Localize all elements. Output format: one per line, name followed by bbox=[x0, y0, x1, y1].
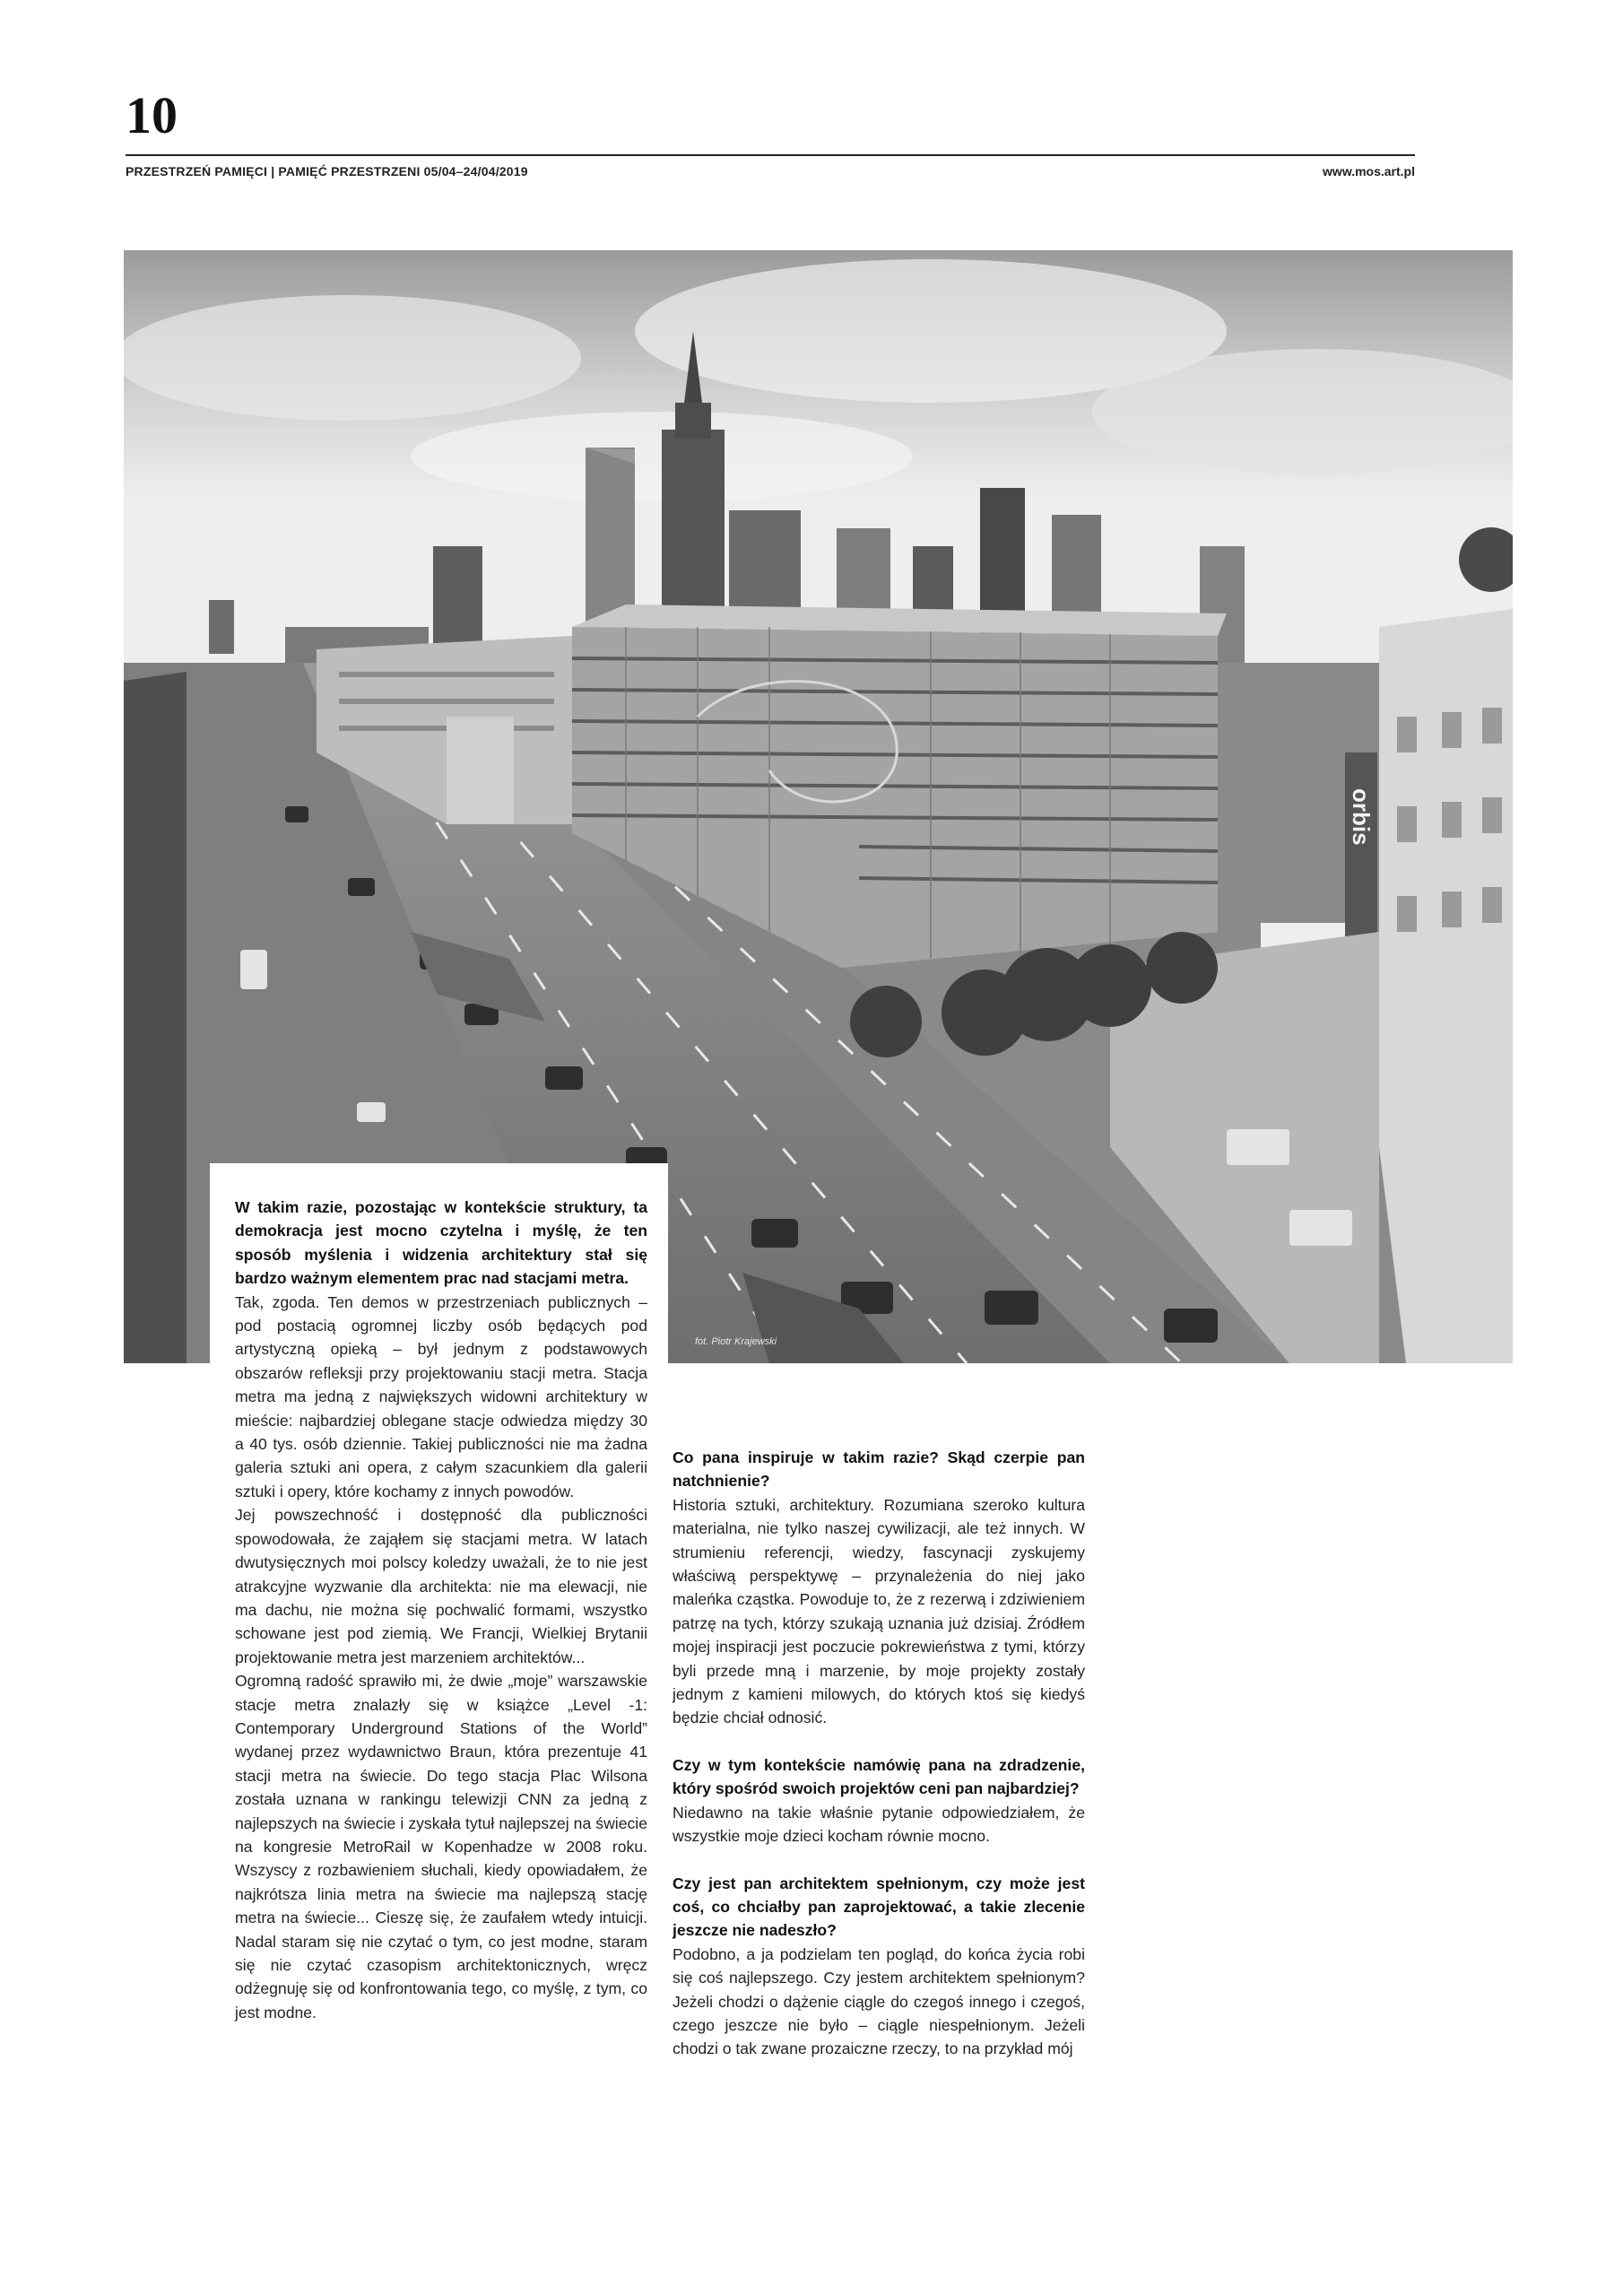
answer-3: Niedawno na takie właśnie pytanie odpowiedziałem, że wszystkie moje dzieci kocham równie mocno. bbox=[673, 1803, 1085, 1846]
right-column bbox=[673, 1446, 1085, 2061]
answer-1-paragraph-3: Ogromną radość sprawiło mi, że dwie „moje” warszawskie stacje metra znalazły się w książce „Level -1: Contemporary Underground Stations of the World” wydanej przez wydawnictwo Braun, która prezentuje 41 stacji metra na świecie. Do tego stacja Plac Wilsona została uznana w rankingu telewizji CNN za jedną z najlepszych na świecie i zyskała tytuł najlepszej na świecie na kongresie MetroRail w Kopenhadze w 2008 roku. Wszyscy z rozbawieniem słuchali, kiedy opowiadałem, że najkrótsza linia metra na świecie ma najlepszą stację metra na świecie... Cieszę się, że zaufałem wtedy intuicji. Nadal staram się nie czytać o tym, co jest modne, staram się nie czytać czasopism architektonicznych, wręcz odżegnuję się od konfrontowania tego, co myślę, z tym, co jest modne. bbox=[235, 1672, 647, 2022]
answer-4: Podobno, a ja podzielam ten pogląd, do końca życia robi się coś najlepszego. Czy jestem architektem spełnionym? Jeżeli chodzi o dążenie ciągle do czegoś innego i czegoś, czego jeszcze nie było – ciągle niespełnionym. Jeżeli chodzi o tak zwane prozaiczne rzeczy, to na przykład mój bbox=[673, 1944, 1085, 2058]
answer-1-paragraph-2: Jej powszechność i dostępność dla publiczności spowodowała, że zająłem się stacjami metra. W latach dwutysięcznych moi polscy koledzy uważali, że to nie jest atrakcyjne wyzwanie dla architekta: nie ma elewacji, nie ma dachu, nie można się pochwalić formami, wszystko schowane jest pod ziemią. We Francji, Wielkiej Brytanii projektowanie metra jest marzeniem architektów... bbox=[235, 1506, 647, 1666]
question-1: W takim razie, pozostając w kontekście struktury, ta demokracja jest mocno czytelna i myślę, że ten sposób myślenia i widzenia architektury stał się bardzo ważnym elementem prac nad stacjami metra. bbox=[235, 1198, 647, 1288]
question-4: Czy jest pan architektem spełnionym, czy może jest coś, co chciałby pan zaprojektować, a takie zlecenie jeszcze nie nadeszło? bbox=[673, 1874, 1085, 1940]
orbis-sign: orbis bbox=[1348, 788, 1375, 846]
photo-credit: fot. Piotr Krajewski bbox=[695, 1336, 777, 1347]
left-column bbox=[235, 1196, 647, 2024]
header-rule bbox=[126, 154, 1415, 156]
question-3: Czy w tym kontekście namówię pana na zdradzenie, który spośród swoich projektów ceni pan najbardziej? bbox=[673, 1755, 1085, 1798]
question-2: Co pana inspiruje w takim razie? Skąd czerpie pan natchnienie? bbox=[673, 1448, 1085, 1491]
running-head: PRZESTRZEŃ PAMIĘCI | PAMIĘĆ PRZESTRZENI 05/04–24/04/2019 bbox=[126, 164, 528, 178]
site-url[interactable]: www.mos.art.pl bbox=[1323, 164, 1415, 178]
answer-1-paragraph-1: Tak, zgoda. Ten demos w przestrzeniach publicznych – pod postacią ogromnej liczby osób będących pod artystyczną opieką – był jednym z podstawowych obszarów refleksji przy projektowaniu stacji metra. Stacja metra ma jedną z największych widowni architektury w mieście: najbardziej oblegane stacje odwiedza między 30 a 40 tys. osób dziennie. Takiej publiczności nie ma żadna galeria sztuki ani opera, z całym szacunkiem dla galerii sztuki i opery, które kochamy z innych powodów. bbox=[235, 1292, 647, 1500]
page-number: 10 bbox=[126, 86, 178, 144]
answer-2: Historia sztuki, architektury. Rozumiana szeroko kultura materialna, nie tylko naszej cywilizacji, ale też innych. W strumieniu referencji, wiedzy, fascynacji zyskujemy właściwą perspektywę – przynależenia do niej jako maleńka cząstka. Powoduje to, że z rezerwą i zdziwieniem patrzę na tych, którzy szukają uznania już dzisiaj. Źródłem mojej inspiracji jest poczucie pokrewieństwa z tymi, którzy byli przede mną i marzenie, by moje projekty zostały jednym z kamieni milowych, do których ktoś się kiedyś będzie chciał odnosić. bbox=[673, 1495, 1085, 1727]
